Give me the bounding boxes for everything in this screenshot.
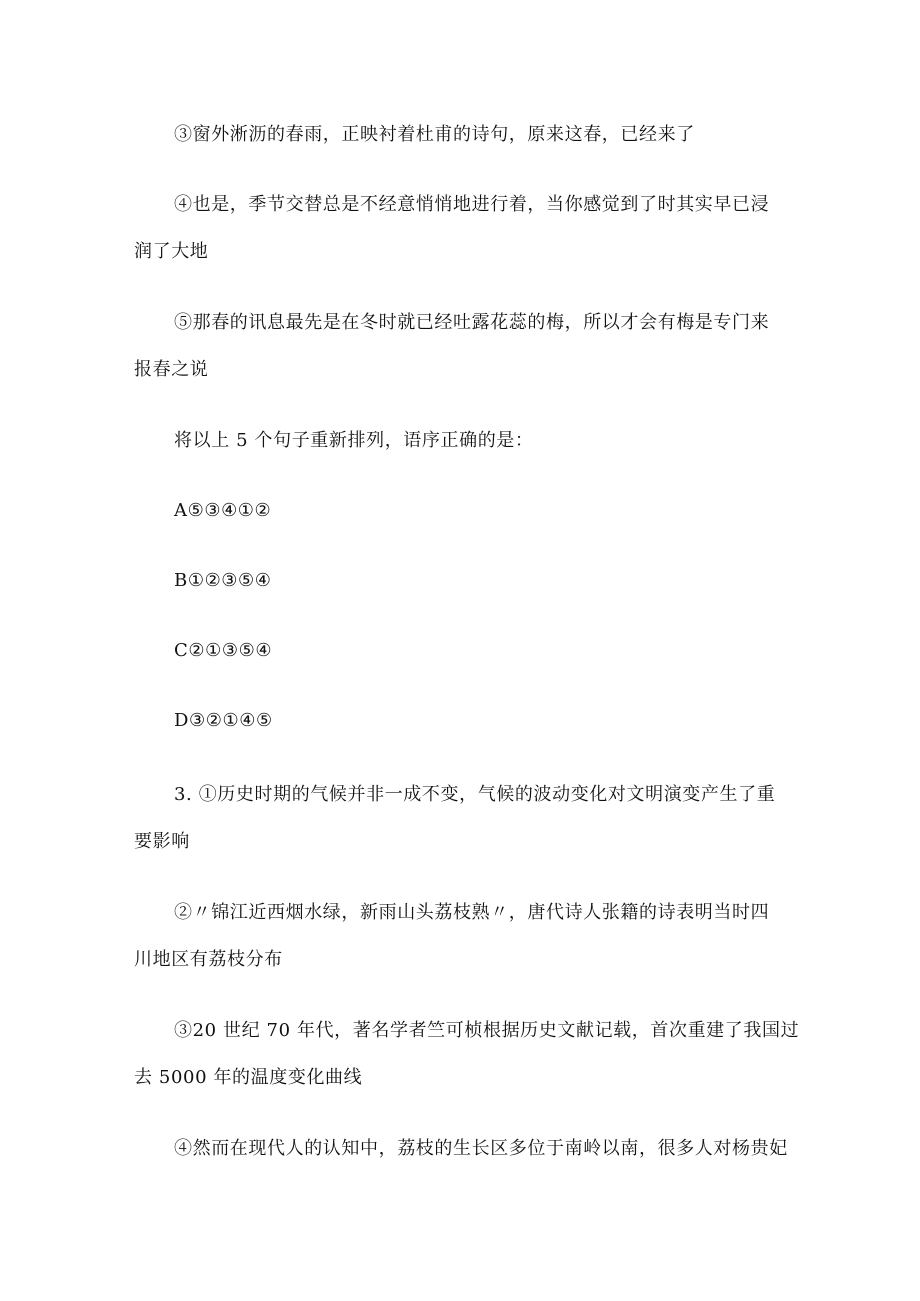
option-c: C②①③⑤④ <box>174 640 273 661</box>
option-a: A⑤③④①② <box>174 500 272 521</box>
q2-sentence-4-line-2: 润了大地 <box>134 241 209 262</box>
q2-sentence-3: ③窗外淅沥的春雨，正映衬着杜甫的诗句，原来这春，已经来了 <box>174 124 695 145</box>
q3-sentence-1-line-2: 要影响 <box>134 831 190 852</box>
q2-sentence-5-line-2: 报春之说 <box>134 359 209 380</box>
q3-sentence-3-line-2: 去 5000 年的温度变化曲线 <box>134 1067 363 1088</box>
option-d: D③②①④⑤ <box>174 710 273 731</box>
option-b: B①②③⑤④ <box>174 570 272 591</box>
q2-sentence-4-line-1: ④也是，季节交替总是不经意悄悄地进行着，当你感觉到了时其实早已浸 <box>174 194 770 215</box>
q3-sentence-3-line-1: ③20 世纪 70 年代，著名学者竺可桢根据历史文献记载，首次重建了我国过 <box>174 1020 800 1041</box>
q3-sentence-1-line-1: 3. ①历史时期的气候并非一成不变，气候的波动变化对文明演变产生了重 <box>174 784 776 805</box>
q2-sentence-5-line-1: ⑤那春的讯息最先是在冬时就已经吐露花蕊的梅，所以才会有梅是专门来 <box>174 312 770 333</box>
q3-sentence-4-line-1: ④然而在现代人的认知中，荔枝的生长区多位于南岭以南，很多人对杨贵妃 <box>174 1138 788 1159</box>
q3-sentence-2-line-1: ②〃锦江近西烟水绿，新雨山头荔枝熟〃，唐代诗人张籍的诗表明当时四 <box>174 902 770 923</box>
q2-question: 将以上 5 个句子重新排列，语序正确的是： <box>174 430 534 451</box>
q3-sentence-2-line-2: 川地区有荔枝分布 <box>134 949 283 970</box>
